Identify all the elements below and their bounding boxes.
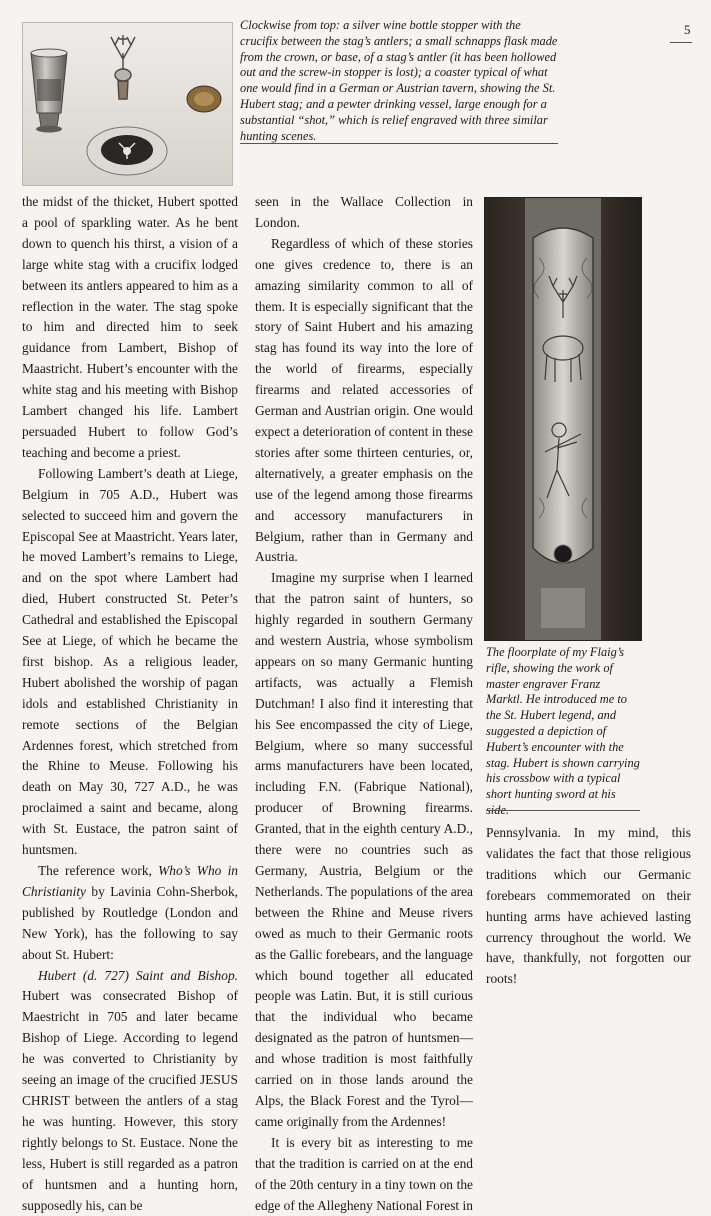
book-title: Who’s Who in Christianity (22, 863, 238, 899)
col1-paragraph-4: Hubert (d. 727) Saint and Bishop. Hubert was consecrated Bishop of Maestricht in 705 and later became Bishop of Liege. According to legend he was converted to Christianity by seeing an image of the crucified JESUS CHRIST between the antlers of a stag he was hunting. However, this story rightly belongs to St. Eustace. None the less, Hubert is still regarded as a patron of huntsmen and a hunting horn, supposedly his, can be (22, 967, 238, 1213)
article-column-3 (486, 823, 691, 990)
page-number-rule (670, 42, 692, 43)
col2-paragraph-4: It is every bit as interesting to me that the tradition is carried on at the end of the 20th century in a tiny town on the edge of the Allegheny National Forest in (255, 1134, 473, 1213)
antler-flask-icon (187, 86, 221, 112)
col1-paragraph-1: the midst of the thicket, Hubert spotted a pool of sparkling water. As he bent down to quench his thirst, a vision of a large white stag with a crucifix lodged between its antlers appeared to him as a reflection in the water. The stag spoke to him and directed him to seek guidance from Lambert, Bishop of Maastricht. Hubert’s encounter with the white stag and his meeting with Bishop Lambert changed his life. Lambert persuaded Hubert to follow God’s teaching and become a priest. (22, 194, 238, 460)
col1-paragraph-3: The reference work, Who’s Who in Christianity by Lavinia Cohn-Sherbok, published by Routledge (London and New York), has the following to say about St. Hubert: (22, 863, 238, 962)
floorplate-photo (484, 197, 642, 641)
quote-heading: Hubert (d. 727) Saint and Bishop. (38, 967, 238, 983)
col3-paragraph-1: Pennsylvania. In my mind, this validates the fact that those religious traditions which our Germanic forebears commemorated on their hunting arms have achieved lasting currency throughout the world. We have, thankfully, not forgotten our roots! (486, 825, 691, 987)
col2-paragraph-1: seen in the Wallace Collection in London. (255, 194, 473, 230)
article-column-2 (255, 192, 473, 1216)
col2-paragraph-3: Imagine my surprise when I learned that the patron saint of hunters, so highly regarded in southern Germany and western Austria, whose symbolism appears on so many Germanic hunting artifacts, was actually a Flemish Dutchman! I also find it interesting that his See encompassed the city of Liege, Belgium, where so many successful arms manufacturers have been located, including F.N. (Fabrique National), producer of Browning firearms. Granted, that in the eighth century A.D., there were no countries such as Germany, Austria, Belgium or the Netherlands. The populations of the area between the Rhine and Meuse rivers owed as much to their Germanic roots as the Gallic forebears, and the language which bound together all educated people was Latin. But, it is still curious that the individual who became designated as the patron of huntsmen—and whose tradition is most faithfully carried on in those lands around the Alps, the Black Forest and the Tyrol—came originally from the Ardennes! (255, 570, 473, 1129)
page-number: 5 (684, 22, 691, 37)
floorplate-caption: The floorplate of my Flaig’s rifle, showing the work of master engraver Franz Marktl. He introduced me to the St. Hubert legend, and suggested a depiction of Hubert’s encounter with the stag. Hubert is shown carrying his crossbow with a typical short hunting sword at his side. (486, 645, 640, 817)
artifacts-photo (22, 22, 233, 186)
top-caption-rule (240, 143, 558, 144)
top-photo-caption: Clockwise from top: a silver wine bottle stopper with the crucifix between the stag’s antlers; a small schnapps flask made from the crown, or base, of a stag’s antler (it has been hollowed out and the screw-in stopper is lost); a coaster typical of what one would find in a German or Austrian tavern, showing the St. Hubert stag; and a pewter drinking vessel, large enough for a substantial “shot,” which is relief engraved with three similar hunting scenes. (240, 18, 558, 143)
article-column-1 (22, 192, 238, 1216)
col2-paragraph-2: Regardless of which of these stories one gives credence to, there is an amazing similarity common to all of them. It is especially significant that the story of Saint Hubert and his amazing stag has found its way into the lore of the world of firearms, especially firearms and related accessories of German and Austrian origin. One would expect a deterioration of content in these stories after some thirteen centuries, or, alternatively, a greater emphasis on the use of the legend among those firearms and accessory manufacturers in Belgium, rather than in Germany and Austria. (255, 235, 473, 565)
floorplate-caption-rule (486, 810, 640, 811)
col1-paragraph-2: Following Lambert’s death at Liege, Belgium in 705 A.D., Hubert was selected to succeed him and govern the Episcopal See at Maastricht. Years later, he moved Lambert’s remains to Liege, and on the spot where Lambert had died, Hubert constructed St. Peter’s Cathedral and established the Episcopal See at Liege, of which he became the first bishop. As a religious leader, Hubert abolished the worship of pagan idols and established Christianity in remote sections of the Belgian Ardennes forest, which stretched from the Rhine to Meuse. Following his death on May 30, 727 A.D., he was proclaimed a saint and became, along with St. Eustace, the patron saint of huntsmen. (22, 465, 238, 858)
coaster-icon (87, 127, 167, 175)
